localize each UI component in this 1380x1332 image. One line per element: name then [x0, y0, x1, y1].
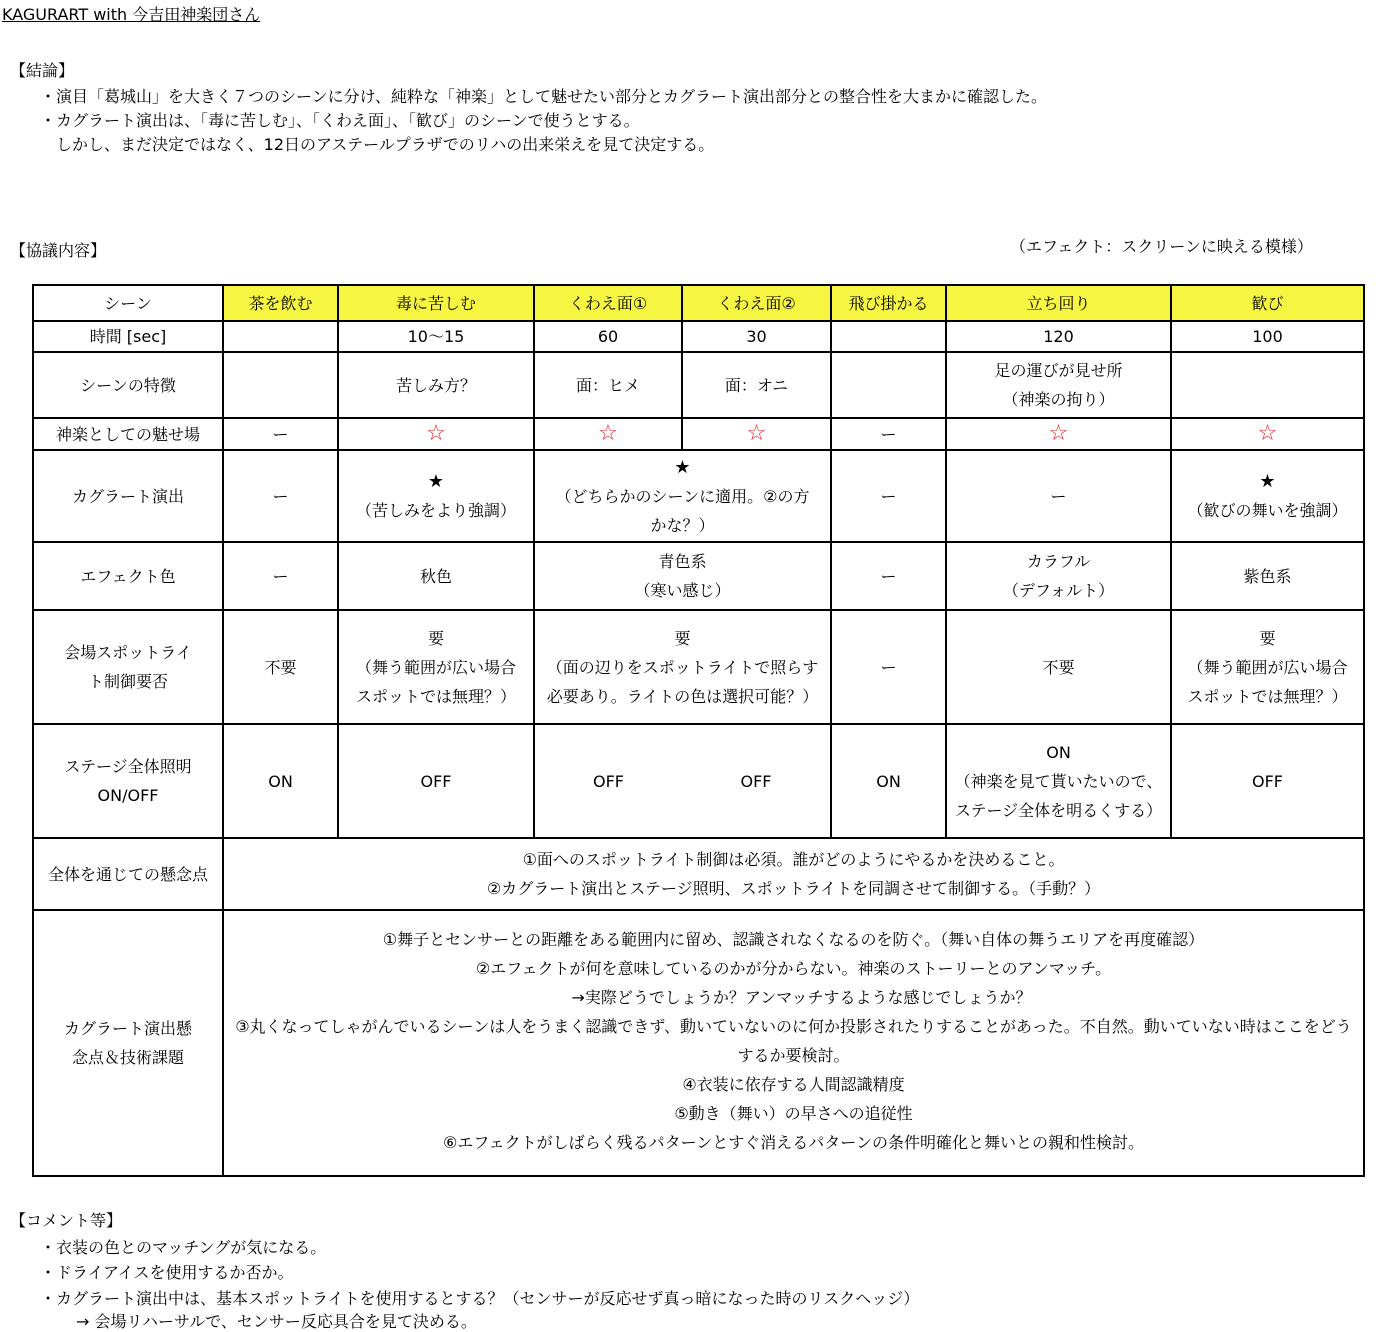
tech-issue-item: ⑥エフェクトがしばらく残るパターンとすぐ消えるパターンの条件明確化と舞いとの親和性検討。	[443, 1133, 1144, 1152]
kagurart-label: カグラート演出	[33, 450, 223, 542]
time-fight: 120	[946, 321, 1171, 352]
spotlight-tea: 不要	[223, 610, 338, 724]
kagurart-poison	[338, 450, 534, 542]
spotlight-joy: 要 （舞う範囲が広い場合スポットでは無理？）	[1171, 610, 1364, 724]
spotlight-fight: 不要	[946, 610, 1171, 724]
feature-joy	[1171, 352, 1364, 418]
kagurart-fight: ー	[946, 450, 1171, 542]
star-outline-icon: ☆	[426, 421, 446, 446]
kagurart-poison-note: （苦しみをより強調）	[355, 501, 516, 520]
tech-issue-item: ③丸くなってしゃがんでいるシーンは人をうまく認識できず、動いていないのに何か投影されたりすることがあった。不自然。動いていない時はここをどうするか要検討。	[235, 1017, 1352, 1065]
scene-mask-2: くわえ面②	[682, 285, 831, 321]
kagurart-tea: ー	[223, 450, 338, 542]
appeal-fight	[946, 418, 1171, 450]
spotlight-leap: ー	[831, 610, 946, 724]
time-mask-1: 60	[534, 321, 682, 352]
appeal-poison	[338, 418, 534, 450]
time-leap	[831, 321, 946, 352]
time-poison: 10〜15	[338, 321, 534, 352]
overall-concern-row	[33, 838, 1364, 910]
star-filled-icon: ★	[674, 456, 691, 478]
tech-issue-item: →実際どうでしょうか？アンマッチするような感じでしょうか？	[555, 988, 1032, 1007]
time-joy: 100	[1171, 321, 1364, 352]
scene-leap: 飛び掛かる	[831, 285, 946, 321]
feature-poison: 苦しみ方？	[338, 352, 534, 418]
stage-light-row	[33, 724, 1364, 838]
effect-note: （エフェクト：スクリーンに映える模様）	[1010, 237, 1313, 256]
conclusion-heading: 【結論】	[10, 61, 75, 80]
stage-fight: ON （神楽を見て貰いたいので、ステージ全体を明るくする）	[946, 724, 1171, 838]
spotlight-label: 会場スポットライト制御要否	[33, 610, 223, 724]
kagurart-row	[33, 450, 1364, 542]
kagurart-joy	[1171, 450, 1364, 542]
kagurart-leap: ー	[831, 450, 946, 542]
overall-concern-list	[223, 838, 1364, 910]
stage-tea: ON	[223, 724, 338, 838]
discussion-heading: 【協議内容】	[10, 241, 107, 260]
tech-issue-item: ④衣装に依存する人間認識精度	[682, 1075, 905, 1094]
appeal-label: 神楽としての魅せ場	[33, 418, 223, 450]
conclusion-line-1: ・演目「葛城山」を大きく７つのシーンに分け、純粋な「神楽」として魅せたい部分とカグラート演出部分との整合性を大まかに確認した。	[40, 87, 1048, 106]
effect-joy: 紫色系	[1171, 542, 1364, 610]
star-filled-icon: ★	[1259, 471, 1276, 492]
time-label: 時間 [sec]	[33, 321, 223, 352]
stage-joy: OFF	[1171, 724, 1364, 838]
tech-issue-item: ①舞子とセンサーとの距離をある範囲内に留め、認識されなくなるのを防ぐ。（舞い自体の舞うエリアを再度確認）	[382, 930, 1205, 949]
stage-poison: OFF	[338, 724, 534, 838]
comment-line-2: ・ドライアイスを使用するか否か。	[40, 1263, 294, 1282]
scene-poison: 毒に苦しむ	[338, 285, 534, 321]
time-tea	[223, 321, 338, 352]
tech-issue-item: ⑤動き（舞い）の早さへの追従性	[674, 1104, 913, 1123]
tech-issue-list	[223, 910, 1364, 1176]
feature-mask-1: 面：ヒメ	[534, 352, 682, 418]
stage-light-label: ステージ全体照明ON/OFF	[33, 724, 223, 838]
spotlight-poison: 要 （舞う範囲が広い場合スポットでは無理？）	[338, 610, 534, 724]
stage-leap: ON	[831, 724, 946, 838]
conclusion-line-3: しかし、まだ決定ではなく、12日のアステールプラザでのリハの出来栄えを見て決定する。	[56, 135, 715, 154]
feature-fight: 足の運びが見せ所 （神楽の拘り）	[946, 352, 1171, 418]
comments-heading: 【コメント等】	[10, 1211, 123, 1230]
scene-tea: 茶を飲む	[223, 285, 338, 321]
stage-mask-2: OFF	[682, 724, 831, 838]
scene-header-row	[33, 285, 1364, 321]
overall-concern-label: 全体を通じての懸念点	[33, 838, 223, 910]
kagurart-mask	[534, 450, 831, 542]
star-filled-icon: ★	[427, 471, 445, 492]
appeal-mask-1	[534, 418, 682, 450]
spotlight-mask: 要 （面の辺りをスポットライトで照らす必要あり。ライトの色は選択可能？）	[534, 610, 831, 724]
conclusion-line-2: ・カグラート演出は、「毒に苦しむ」、「くわえ面」、「歓び」のシーンで使うとする。	[40, 111, 640, 130]
scene-fight: 立ち回り	[946, 285, 1171, 321]
kagurart-joy-note: （歓びの舞いを強調）	[1187, 501, 1348, 520]
comment-line-1: ・衣装の色とのマッチングが気になる。	[40, 1238, 327, 1257]
discussion-table	[32, 284, 1365, 1177]
effect-mask: 青色系 （寒い感じ）	[534, 542, 831, 610]
effect-row	[33, 542, 1364, 610]
star-outline-icon: ☆	[598, 421, 618, 446]
scene-joy: 歓び	[1171, 285, 1364, 321]
feature-tea	[223, 352, 338, 418]
effect-leap: ー	[831, 542, 946, 610]
feature-row	[33, 352, 1364, 418]
document-title: KAGURART with 今吉田神楽団さん	[2, 5, 261, 24]
star-outline-icon: ☆	[1257, 421, 1278, 446]
kagurart-mask-note: （どちらかのシーンに適用。②の方かな？）	[555, 486, 810, 535]
effect-poison: 秋色	[338, 542, 534, 610]
feature-mask-2: 面：オニ	[682, 352, 831, 418]
tech-issue-label: カグラート演出懸念点＆技術課題	[33, 910, 223, 1176]
overall-concern-item: ①面へのスポットライト制御は必須。誰がどのようにやるかを決めること。	[522, 850, 1065, 869]
scene-label: シーン	[33, 285, 223, 321]
appeal-row	[33, 418, 1364, 450]
star-outline-icon: ☆	[1048, 421, 1069, 446]
appeal-leap: ー	[831, 418, 946, 450]
tech-issue-item: ②エフェクトが何を意味しているのかが分からない。神楽のストーリーとのアンマッチ。	[475, 959, 1112, 978]
effect-fight: カラフル （デフォルト）	[946, 542, 1171, 610]
effect-tea: ー	[223, 542, 338, 610]
feature-leap	[831, 352, 946, 418]
effect-label: エフェクト色	[33, 542, 223, 610]
spotlight-row	[33, 610, 1364, 724]
appeal-joy	[1171, 418, 1364, 450]
time-row	[33, 321, 1364, 352]
stage-mask-1: OFF	[534, 724, 682, 838]
tech-issue-row	[33, 910, 1364, 1176]
time-mask-2: 30	[682, 321, 831, 352]
comment-line-3: ・カグラート演出中は、基本スポットライトを使用するとする？（センサーが反応せず真っ暗になった時のリスクヘッジ）	[40, 1289, 920, 1308]
comment-line-4: → 会場リハーサルで、センサー反応具合を見て決める。	[76, 1312, 477, 1331]
appeal-tea: ー	[223, 418, 338, 450]
appeal-mask-2	[682, 418, 831, 450]
feature-label: シーンの特徴	[33, 352, 223, 418]
scene-mask-1: くわえ面①	[534, 285, 682, 321]
star-outline-icon: ☆	[746, 421, 767, 446]
overall-concern-item: ②カグラート演出とステージ照明、スポットライトを同調させて制御する。（手動？）	[486, 879, 1101, 898]
